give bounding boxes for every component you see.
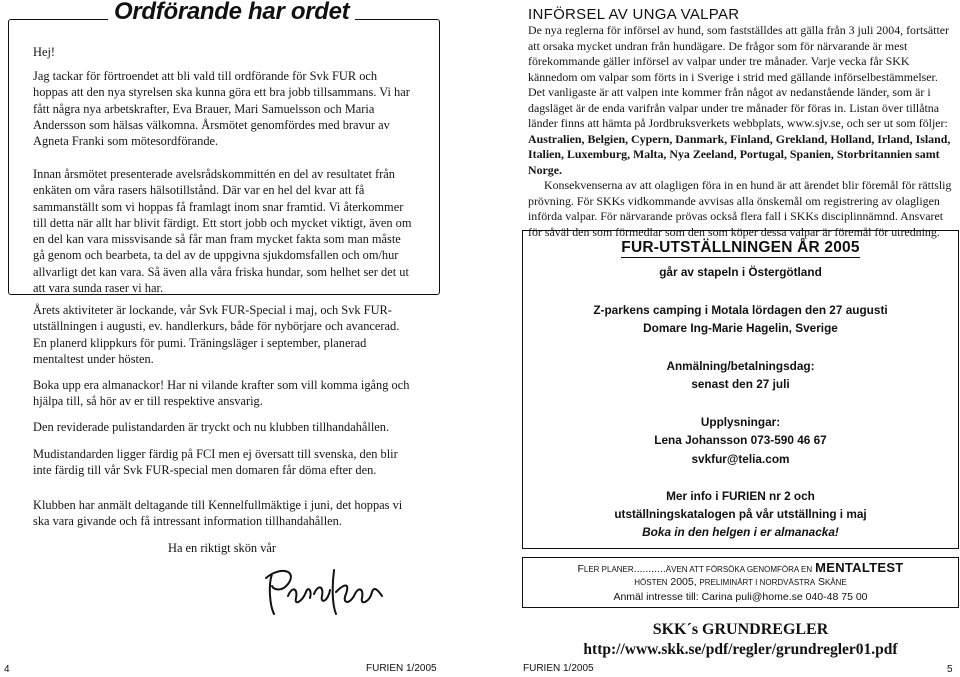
mentaltest-box [522, 557, 959, 608]
import-article [528, 23, 953, 240]
exhibition-info-email: svkfur@telia.com [691, 452, 790, 466]
footer-magazine-right: FURIEN 1/2005 [523, 663, 594, 674]
import-country-list: Australien, Belgien, Cypern, Danmark, Finland, Grekland, Holland, Irland, Island, Italien, Luxemburg, Malta, Nya Zeeland, Portugal, Spanien, Storbritannien samt Norge. [528, 131, 951, 177]
exhibition-reg-label: Anmälning/betalningsdag: [666, 359, 815, 373]
mentaltest-l2-a: HÖSTEN [634, 578, 668, 587]
mentaltest-l1-a-small: LER PLANER [583, 565, 634, 574]
exhibition-info-contact: Lena Johansson 073-590 46 67 [654, 433, 827, 447]
exhibition-title [523, 239, 958, 257]
exhibition-info-label: Upplysningar: [700, 415, 781, 429]
para-mudi-text: Mudistandarden ligger färdig på FCI men ej översatt till svenska, den blir inte färdig till vår Svk FUR-special men domaren får döma efter den. [33, 447, 398, 478]
editorial-title: Ordförande har ordet [108, 0, 355, 26]
page-number-left: 4 [4, 664, 10, 675]
mentaltest-line-1 [523, 561, 958, 576]
para-standard-text: Den reviderade pulistandarden är tryckt och nu klubben tillhandahållen. [33, 420, 390, 434]
mentaltest-l2-b: 2005, [670, 576, 697, 588]
para-thanks-text: Jag tackar för förtroendet att bli vald till ordförande för Svk FUR och hoppas att den nya styrelsen ska kunna göra ett bra jobb tillsammans. Vi har fått några nya arbetskrafter, Eva Brauer, Mari Samuelsson och Maria Andersson som hälsas välkomna. Årsmötet genomfördes med bravur av Agneta Franki som mötesordförande. [33, 69, 410, 149]
exhibition-more-3: Boka in den helgen i er almanacka! [642, 525, 839, 539]
exhibition-judge: Domare Ing-Marie Hagelin, Sverige [643, 321, 838, 335]
para-kennel-text: Klubben har anmält deltagande till Kennelfullmäktige i juni, det hoppas vi ska vara givande och få intressant information tillhandahållen. [33, 498, 403, 529]
mentaltest-keyword: MENTALTEST [815, 560, 904, 575]
para-kennel [33, 497, 413, 530]
mentaltest-l1-dots: ........... [633, 563, 666, 575]
mentaltest-l2-d-big: S [817, 576, 825, 588]
mentaltest-l2-d-small: KÅNE [824, 578, 847, 587]
mentaltest-line-2 [523, 576, 958, 589]
para-meeting-text: Innan årsmötet presenterade avelsrådskommittén en del av resultatet från enkäten om våra rasers hälsotillstånd. Där var en hel del kvar att få sammanställt som vi hoppas få framlagt inom snar framtid. Vi återkommer till detta när allt har blivit färdigt. Ett stort jobb och mycket viktigt, även om en del kan vara missvisande så får man fram mycket fakta som man måste gå genom och bearbeta, ta del av de uppgivna sjukdomsfallen och om/hur allvarligt det kan vara. Så även alla våra friska hundar, som helhet ser det ut att vara sunda raser vi har. [33, 167, 412, 296]
para-standard [33, 419, 413, 435]
skk-rules-title: SKK´s GRUNDREGLER [652, 621, 829, 638]
exhibition-subtitle: går av stapeln i Östergötland [659, 265, 822, 279]
closing-line: Ha en riktigt skön vår [168, 541, 277, 555]
greeting-text: Hej! [33, 45, 56, 59]
para-activities-text: Årets aktiviteter är lockande, vår Svk FUR-Special i maj, och Svk FUR-utställningen i augusti, ev. handlerkurs, både för nybörjare och avancerad. En planerd klippkurs för pumi. Träningsläger i september, planerad mentaltest under hösten. [33, 303, 400, 366]
footer-magazine-left: FURIEN 1/2005 [366, 663, 437, 674]
mentaltest-l1-c: ÄVEN ATT FÖRSÖKA GENOMFÖRA EN [665, 565, 813, 574]
para-mudi-standard [33, 446, 413, 479]
mentaltest-l2-c: PRELIMINÄRT I NORDVÄSTRA [699, 578, 816, 587]
import-para-rules: De nya reglerna för införsel av hund, som fastställdes att gälla från 3 juli 2004, fortsätter att orsaka mycket undran från hundägare. De frågor som för närvarande är mest förekommande gäller införsel av valpar under tre månader. Varje vecka får SKK kännedom om valpar som förts in i Sverige i strid med gällande införselbestämmelser. Det vanligaste är att valpen inte kommer från något av nedanstående länder, som är i dagsläget är de enda varifrån valpar under tre månader för föras in. Listan över tillåtna länder finns att hämta på Jordbruksverkets webbplats, www.sjv.se, och ser ut som följer: [528, 23, 949, 130]
exhibition-box [522, 230, 959, 549]
skk-rules-link[interactable]: http://www.skk.se/pdf/regler/grundregler01.pdf [583, 641, 898, 658]
exhibition-more-1: Mer info i FURIEN nr 2 och [666, 489, 815, 503]
exhibition-more-2: utställningskatalogen på vår utställning i maj [614, 507, 867, 521]
para-calendar [33, 377, 413, 410]
editorial-greeting [33, 44, 413, 60]
exhibition-venue: Z-parkens camping i Motala lördagen den 27 augusti [593, 303, 888, 317]
exhibition-title-text: FUR-UTSTÄLLNINGEN ÅR 2005 [621, 239, 860, 256]
exhibition-reg-date: senast den 27 juli [691, 377, 790, 391]
signature-image [258, 556, 386, 620]
page-number-right: 5 [947, 664, 953, 675]
para-activities [33, 302, 413, 367]
editorial-para-meeting [33, 166, 413, 296]
import-para-consequences: Konsekvenserna av att olagligen föra in en hund är att ärendet blir föremål för rättslig prövning. För SKKs vidkommande avvisas alla önskemål om registrering av olagligen införda valpar. För närvarande prövas också flera fall i SKKs disciplinnämnd. Ansvaret för såväl den som förmedlar som den som köper dessa valpar är föremål för utredning. [528, 178, 952, 239]
editorial-para-thanks [33, 68, 413, 149]
mentaltest-l1-a-big: F [577, 563, 584, 575]
mentaltest-line-3: Anmäl intresse till: Carina puli@home.se 040-48 75 00 [613, 591, 868, 603]
para-calendar-text: Boka upp era almanackor! Har ni vilande krafter som vill komma igång och hjälpa till, så hör av er till respektive ansvarig. [33, 378, 410, 409]
import-heading: INFÖRSEL AV UNGA VALPAR [528, 6, 740, 23]
